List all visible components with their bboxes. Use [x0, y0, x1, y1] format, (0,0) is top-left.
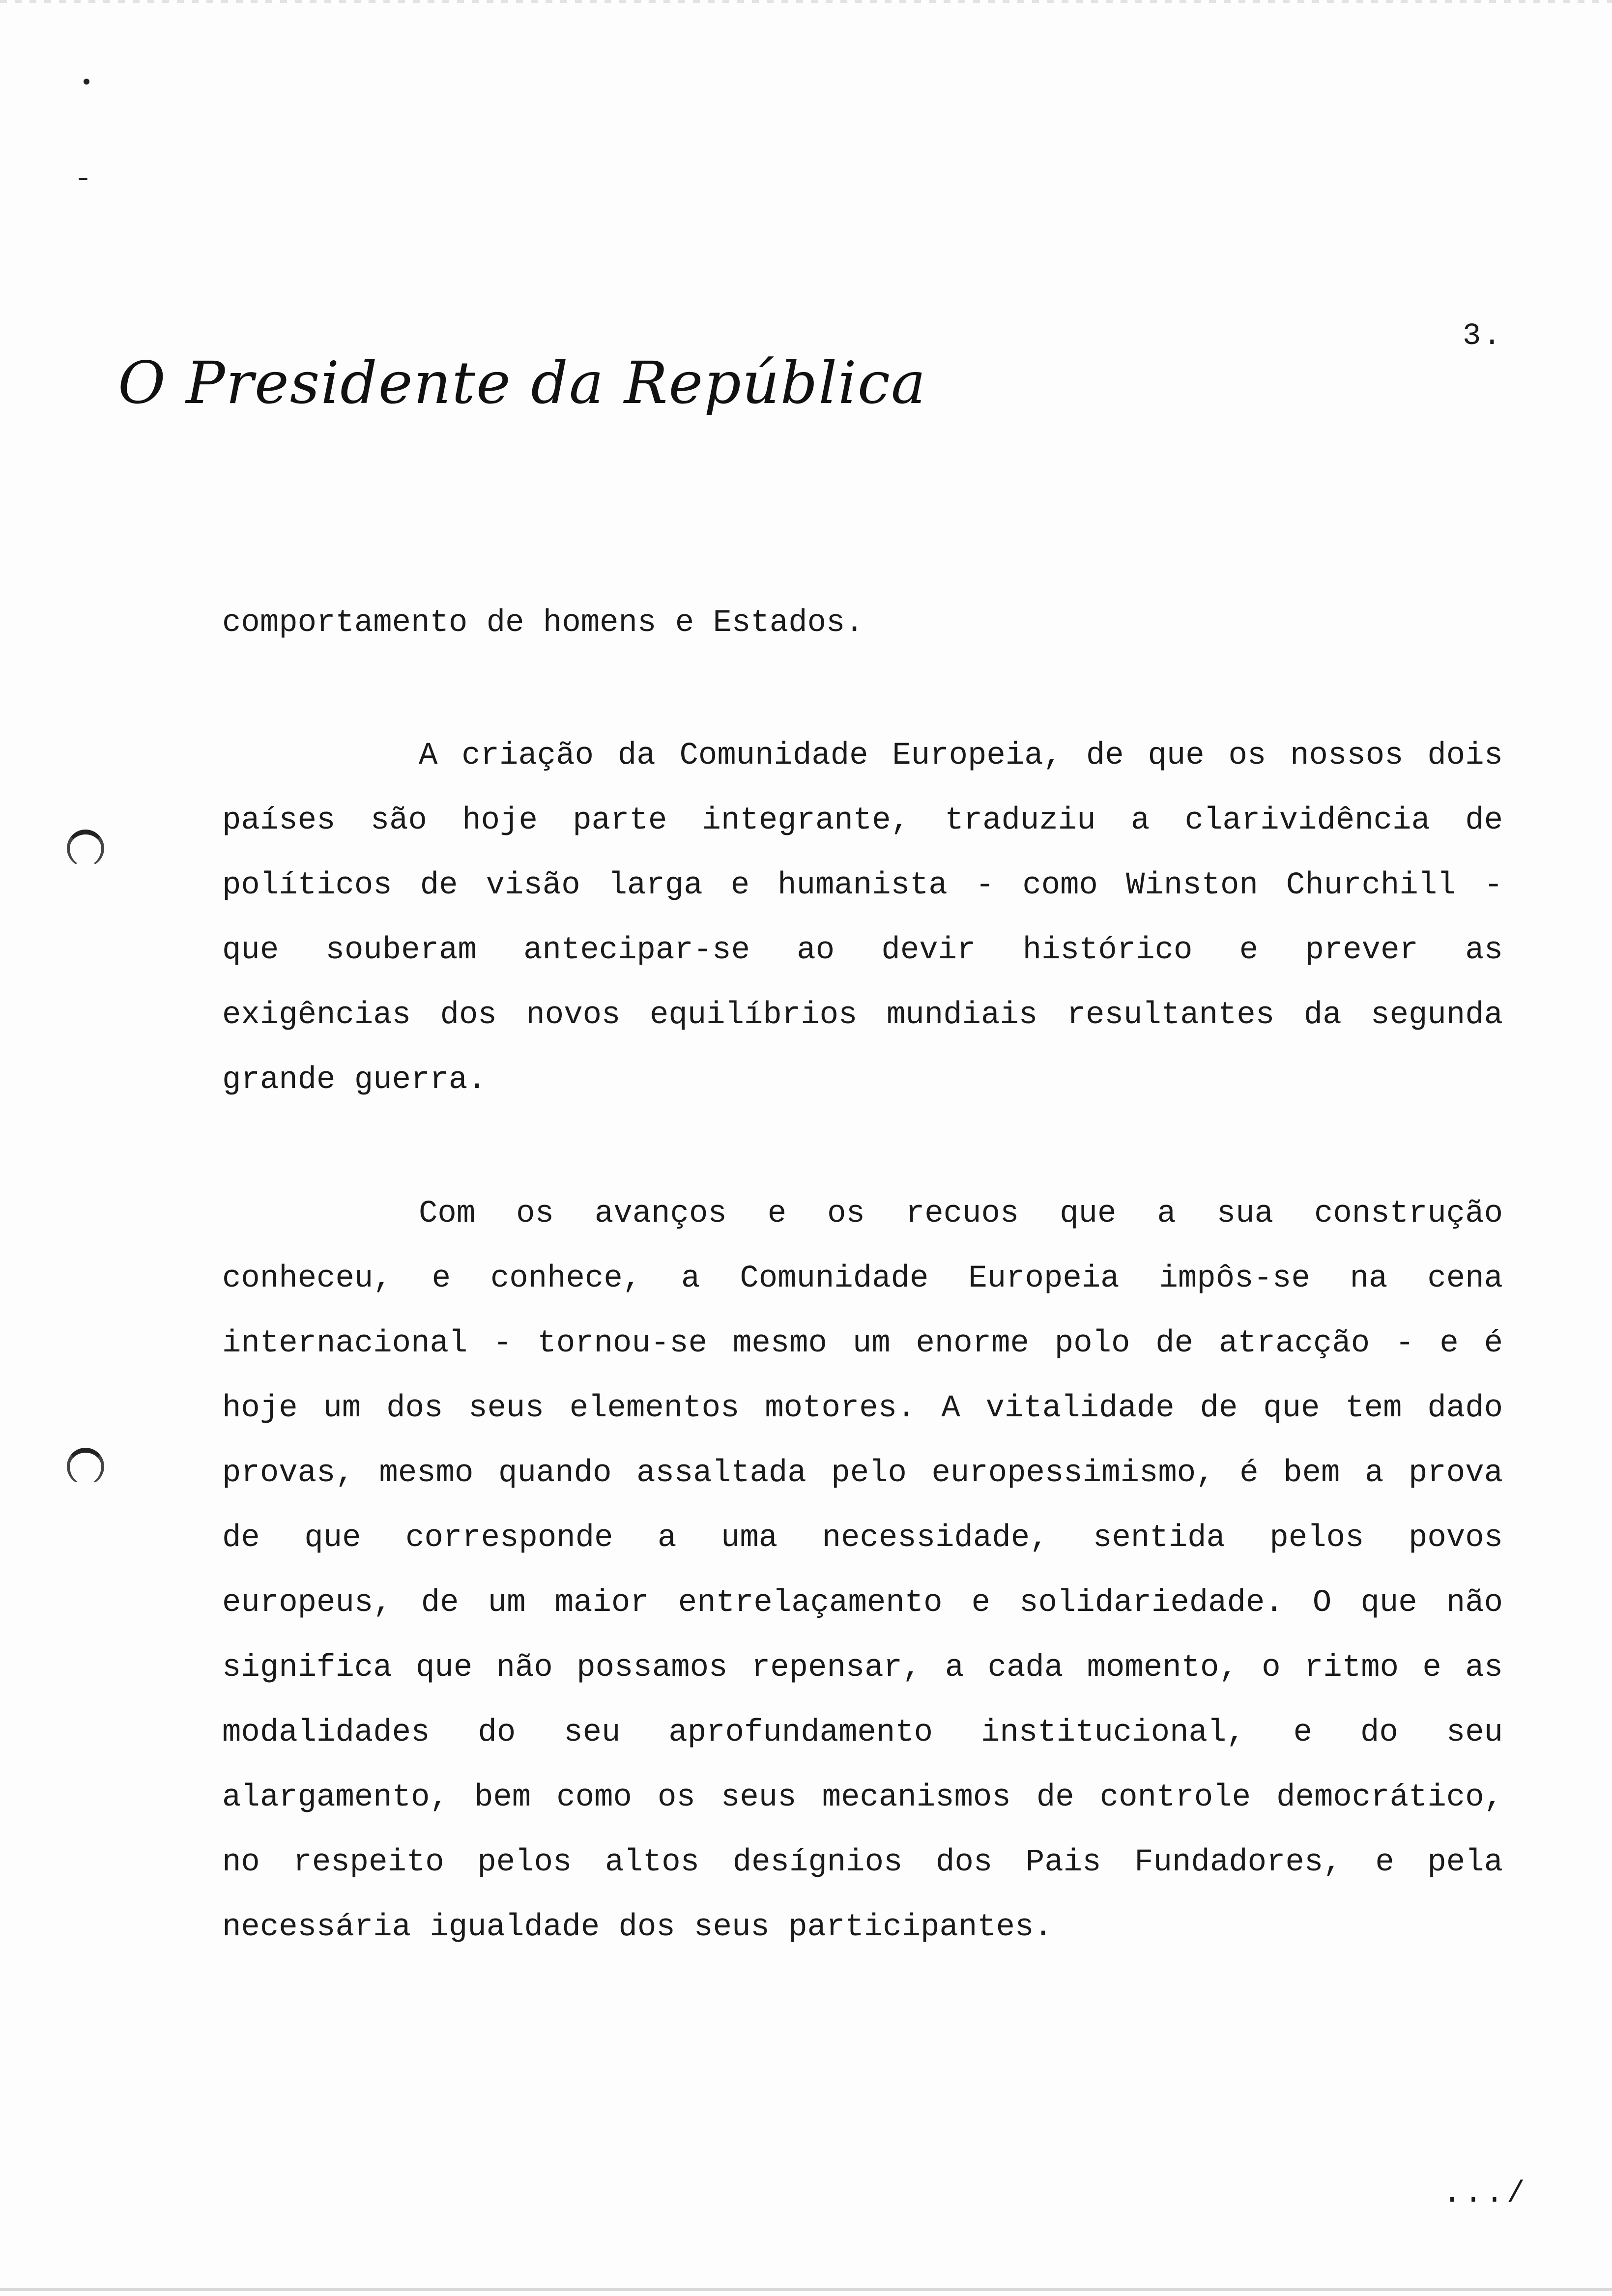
scan-bottom-edge	[0, 2288, 1612, 2291]
continuation-mark: .../	[1443, 2176, 1528, 2211]
letterhead-signature-logo	[118, 349, 926, 417]
paragraph-line: exigências dos novos equilíbrios mundiais resultantes da segunda	[222, 998, 1503, 1033]
letterhead-text: O Presidente da República	[118, 349, 927, 417]
paragraph-2	[222, 723, 1503, 1113]
punch-hole-bottom	[67, 1448, 104, 1485]
page-number: 3.	[1463, 318, 1503, 353]
paragraph-line: internacional - tornou-se mesmo um enorme polo de atracção - e é	[222, 1326, 1503, 1361]
paragraph-line: A criação da Comunidade Europeia, de que os nossos dois	[419, 738, 1503, 774]
paragraph-line: no respeito pelos altos desígnios dos Pais Fundadores, e pela	[222, 1845, 1503, 1880]
scan-speck	[84, 79, 89, 85]
paragraph-line: de que corresponde a uma necessidade, sentida pelos povos	[222, 1521, 1503, 1556]
paragraph-1	[222, 591, 1503, 656]
paragraph-line: comportamento de homens e Estados.	[222, 605, 864, 641]
paragraph-line: hoje um dos seus elementos motores. A vitalidade de que tem dado	[222, 1391, 1503, 1426]
paragraph-line: Com os avanços e os recuos que a sua construção	[419, 1196, 1503, 1232]
paragraph-line: conheceu, e conhece, a Comunidade Europeia impôs-se na cena	[222, 1261, 1503, 1296]
punch-hole-top	[67, 830, 104, 867]
paragraph-3	[222, 1181, 1503, 1960]
scan-speck	[79, 178, 87, 180]
paragraph-line: países são hoje parte integrante, traduziu a clarividência de	[222, 803, 1503, 838]
paragraph-line: provas, mesmo quando assaltada pelo europessimismo, é bem a prova	[222, 1456, 1503, 1491]
paragraph-line: que souberam antecipar-se ao devir histórico e prever as	[222, 933, 1503, 968]
scan-top-edge	[0, 0, 1612, 3]
paragraph-line: modalidades do seu aprofundamento institucional, e do seu	[222, 1715, 1503, 1751]
paragraph-line: políticos de visão larga e humanista - como Winston Churchill -	[222, 868, 1503, 903]
paragraph-line: alargamento, bem como os seus mecanismos de controle democrático,	[222, 1780, 1503, 1815]
paragraph-line: grande guerra.	[222, 1062, 487, 1098]
paragraph-line: europeus, de um maior entrelaçamento e solidariedade. O que não	[222, 1585, 1503, 1621]
paragraph-line: significa que não possamos repensar, a cada momento, o ritmo e as	[222, 1650, 1503, 1686]
paragraph-line: necessária igualdade dos seus participantes.	[222, 1910, 1053, 1945]
